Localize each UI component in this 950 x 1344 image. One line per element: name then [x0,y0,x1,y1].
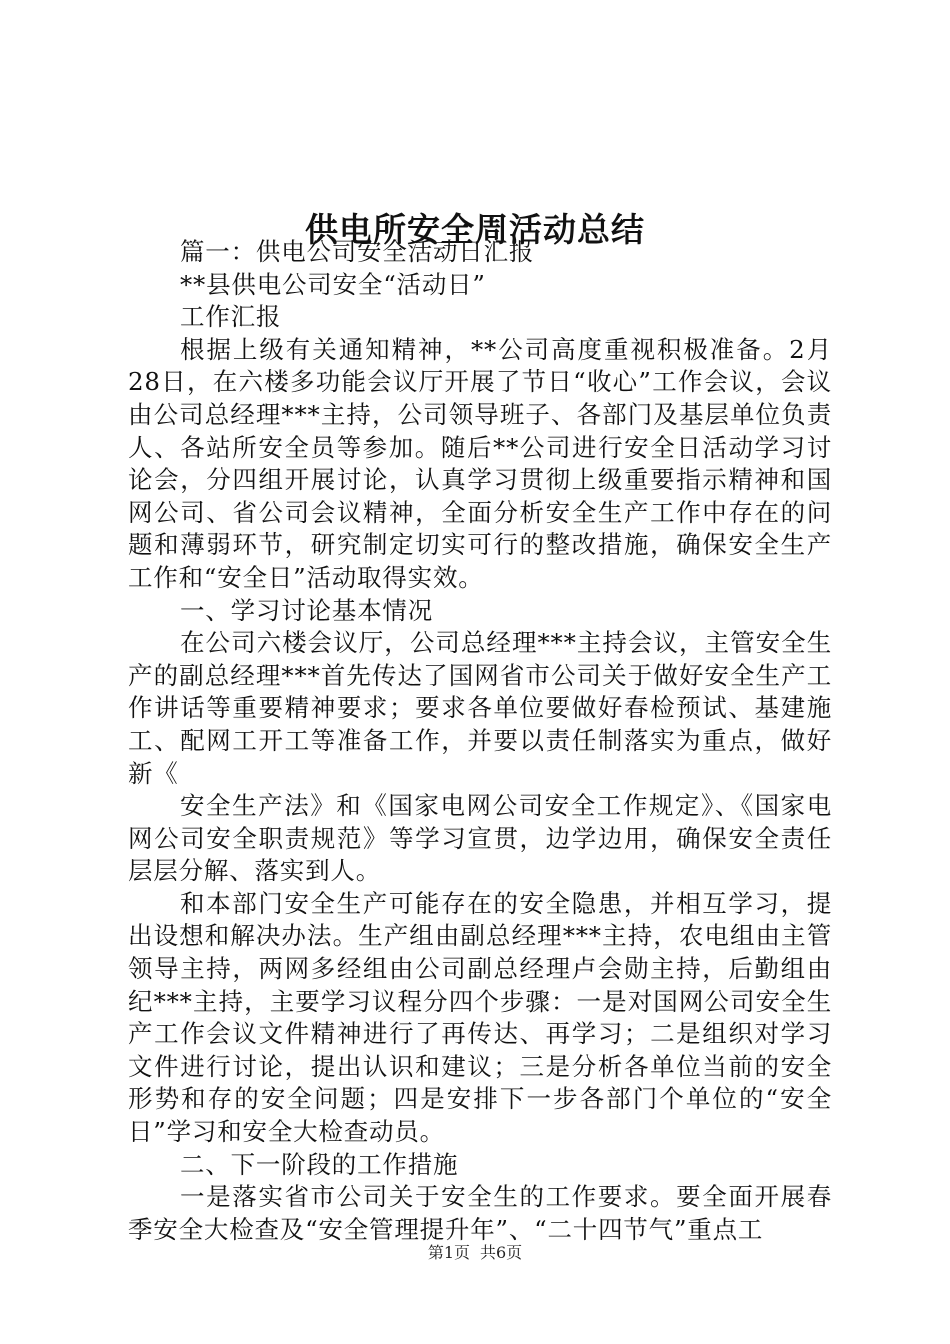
paragraph: **县供电公司安全“活动日” [180,269,486,299]
paragraph: 根据上级有关通知精神，**公司高度重视积极准备。2月28日，在六楼多功能会议厅开展了节日“收心”工作会议，会议由公司总经理***主持，公司领导班子、各部门及基层单位负责人、各站所安全员等参加。随后**公司进行安全日活动学习讨论会，分四组开展讨论，认真学习贯彻上级重要指示精神和国网公司、省公司会议精神，全面分析安全生产工作中存在的问题和薄弱环节，研究制定切实可行的整改措施，确保安全生产工作和“安全日”活动取得实效。 [128,334,832,592]
paragraph: 和本部门安全生产可能存在的安全隐患，并相互学习，提出设想和解决办法。生产组由副总经理***主持，农电组由主管领导主持，两网多经组由公司副总经理卢会勋主持，后勤组由纪***主持，主要学习议程分四个步骤：一是对国网公司安全生产工作会议文件精神进行了再传达、再学习；二是组织对学习文件进行讨论，提出认识和建议；三是分析各单位当前的安全形势和存的安全问题；四是安排下一步各部门个单位的“安全日”学习和安全大检查动员。 [128,888,832,1147]
section-heading: 二、下一阶段的工作措施 [180,1149,459,1179]
section-heading: 一、学习讨论基本情况 [180,595,433,625]
page-total: 共6页 [480,1243,523,1262]
page-footer [0,1241,950,1265]
paragraph: 安全生产法》和《国家电网公司安全工作规定》、《国家电网公司安全职责规范》等学习宣贯，边学边用，确保安全责任层层分解、落实到人。 [128,791,832,886]
paragraph: 篇一：供电公司安全活动日汇报 [180,237,535,266]
page-number: 第1页 [427,1243,470,1262]
paragraph: 在公司六楼会议厅，公司总经理***主持会议，主管安全生产的副总经理***首先传达了国网省市公司关于做好安全生产工作讲话等重要精神要求；要求各单位要做好春检预试、基建施工、配网工开工等准备工作，并要以责任制落实为重点，做好新《 [128,628,832,788]
paragraph: 工作汇报 [180,302,282,332]
document-body [128,236,832,1246]
document-title: 供电所安全周活动总结 [305,210,645,250]
paragraph: 一是落实省市公司关于安全生的工作要求。要全面开展春季安全大检查及“安全管理提升年”、“二十四节气”重点工 [128,1182,832,1244]
